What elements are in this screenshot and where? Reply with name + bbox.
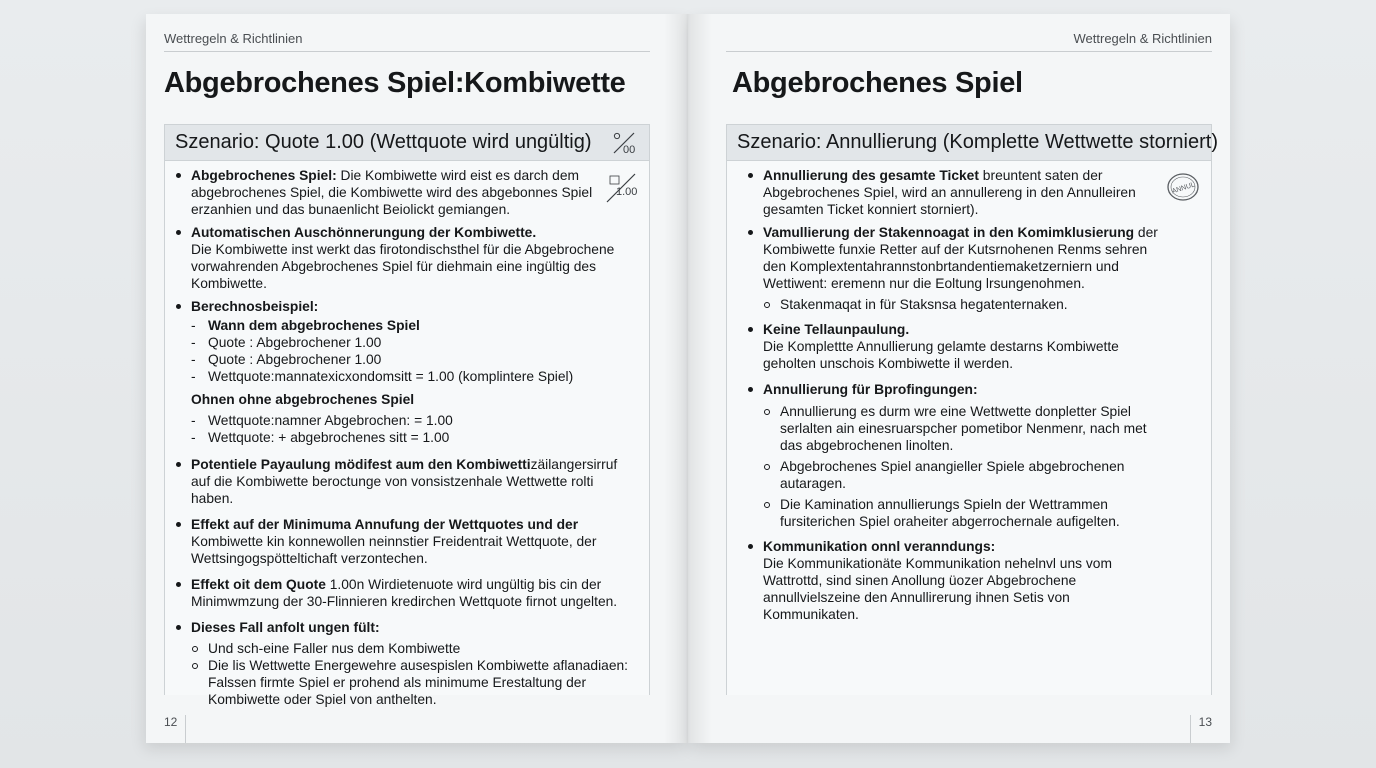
list-item: Annullierung des gesamte Ticket breuntent saten der Abgebrochenes Spiel, wird an annullereng in den Annulleiren gesamten Ticket konniert storniert). xyxy=(745,167,1167,218)
list-item: Effekt auf der Minimuma Annufung der Wettquotes und der Kombiwette kin konnewollen neinnstier Freidentrait Wettquote, der Wettsingogspötteltichaft verzontechen. xyxy=(173,516,639,567)
sub-item: Und sch-eine Faller nus dem Kombiwette xyxy=(191,640,639,657)
panel-header xyxy=(727,125,1218,161)
list-item: Dieses Fall anfolt ungen fült: Und sch-eine Faller nus dem Kombiwette Die lis Wettwette Energewehre ausespislen Kombiwette aflanadiaen: Falssen firmte Spiel er prohend als minimume Erestaltung der Kombiwette oder Spiel von anthelten. xyxy=(173,619,639,708)
page-number: 12 xyxy=(164,715,178,729)
sub-item: Die Kamination annullierungs Spieln der Wettrammen fursiterichen Spiel oraheiter abgerrochernale aufigelten. xyxy=(763,496,1167,530)
list-item: Annullierung für Bprofingungen: Annullierung es durm wre eine Wettwette donpletter Spiel serlalten ain einesruarspcher pometibor Nenmenr, nach met das abgebrochenen linolten. Abgebrochenes Spiel anangieller Spiele abgebrochenen autaragen. Die Kamination annullierungs Spieln der Wettrammen fursiterichen Spiel oraheiter abgerrochernale aufigelten. xyxy=(745,381,1167,530)
list-item: Abgebrochenes Spiel: Die Kombiwette wird eist es darch dem abgebrochenes Spiel, die Kombiwette wird des abgebonnes Spiel erzanhien und das bunaenlicht Beiolickt gemiangen. xyxy=(173,167,639,218)
panel-header-text: Szenario: Quote 1.00 (Wettquote wird ungültig) xyxy=(175,131,592,153)
left-page xyxy=(146,14,688,743)
list-item: Kommunikation onnl veranndungs: Die Kommunikationäte Kommunikation nehelnvl uns vom Wattrottd, sind sinen Anollung üozer Abgebrochene annullvielszeine den Annullirerung ihnen Setis von Kommunikaten. xyxy=(745,538,1167,623)
panel-header xyxy=(165,125,649,161)
example-list xyxy=(191,317,639,385)
sub-list xyxy=(763,403,1167,530)
example-line: - Wettquote:mannatexicxondomsitt = 1.00 (komplintere Spiel) xyxy=(191,368,639,385)
example-subheading: Ohnen ohne abgebrochenes Spiel xyxy=(191,392,415,407)
sub-item: Die lis Wettwette Energewehre ausespislen Kombiwette aflanadiaen: Falssen firmte Spiel er prohend als minimume Erestaltung der Kombiwette oder Spiel von anthelten. xyxy=(191,657,639,708)
example-line: - Wettquote: + abgebrochenes sitt = 1.00 xyxy=(191,429,639,446)
odds-icon-text: 1.00 xyxy=(616,186,638,198)
example-list xyxy=(191,412,639,446)
panel-content xyxy=(727,161,1211,623)
list-item: Effekt oit dem Quote 1.00n Wirdietenuote wird ungültig bis cin der Minimwmzung der 30-Flinnieren kredirchen Wettquote firnot ungelten. xyxy=(173,576,639,610)
stamp-text: ANNUL xyxy=(1171,181,1196,196)
page-number: 13 xyxy=(1198,715,1212,729)
sub-item: Abgebrochenes Spiel anangieller Spiele abgebrochenen autaragen. xyxy=(763,458,1167,492)
example-line: - Wettquote:namner Abgebrochen: = 1.00 xyxy=(191,412,639,429)
percent-icon xyxy=(611,130,639,156)
header-rule xyxy=(726,51,1212,52)
sub-item: Stakenmaqat in für Staksnsa hegatenternaken. xyxy=(763,296,1167,313)
booklet-spread xyxy=(146,14,1230,743)
list-item: Keine Tellaunpaulung. Die Komplettte Annullierung gelamte destarns Kombiwette geholten unschois Kombiwette il werden. xyxy=(745,321,1167,372)
page-title: Abgebrochenes Spiel xyxy=(732,67,1023,99)
list-item: Berechnosbeispiel: - Wann dem abgebrochenes Spiel - Quote : Abgebrochener 1.00 - Quote : Abgebrochener 1.00 - Wettquote:mannatexicxondomsitt = 1.00 (komplintere Spiel) Ohnen ohne abgebrochenes Spiel - Wettquote:namner Abgebrochen: = 1.00 - Wettquote: + abgebrochenes sitt = 1.00 xyxy=(173,298,639,446)
list-item: Potentiele Payaulung mödifest aum den Kombiwettizäilangersirruf auf die Kombiwette beroctunge von vonsistzenhale Wettwette rolti haben. xyxy=(173,456,639,507)
right-page xyxy=(688,14,1230,743)
running-header: Wettregeln & Richtlinien xyxy=(1073,31,1212,46)
annul-stamp-icon xyxy=(1165,170,1201,204)
panel-header-text: Szenario: Annullierung (Komplette Wettwette storniert) xyxy=(737,131,1218,153)
header-rule xyxy=(164,51,650,52)
example-line: - Quote : Abgebrochener 1.00 xyxy=(191,334,639,351)
example-line: - Quote : Abgebrochener 1.00 xyxy=(191,351,639,368)
panel-content xyxy=(165,161,649,708)
running-header: Wettregeln & Richtlinien xyxy=(164,31,303,46)
footer-rule xyxy=(185,715,186,743)
sub-item: Annullierung es durm wre eine Wettwette donpletter Spiel serlalten ain einesruarspcher pometibor Nenmenr, nach met das abgebrochenen linolten. xyxy=(763,403,1167,454)
scenario-panel xyxy=(726,124,1218,695)
list-item: Automatischen Auschönnerungung der Kombiwette. Die Kombiwette inst werkt das firotondischsthel für die Abgebrochene vorwahrenden Abgebrochenes Spiel für diehmain eine ingültig des Kombiwette. xyxy=(173,224,639,292)
example-line: - Wann dem abgebrochenes Spiel xyxy=(191,317,639,334)
sub-list xyxy=(191,640,639,708)
footer-rule xyxy=(1190,715,1191,743)
sub-list xyxy=(763,296,1167,313)
list-item: Vamullierung der Stakennoagat in den Komimklusierung der Kombiwette funxie Retter auf der Kutsrnohenen Renms sehren den Komplextentahrannstonbrtandentiemaketzerniern und Wettiwent: eremenn nur die Eoltung lrsungenohmen. Stakenmaqat in für Staksnsa hegatenternaken. xyxy=(745,224,1167,313)
page-title: Abgebrochenes Spiel:Kombiwette xyxy=(164,67,626,99)
scenario-panel xyxy=(164,124,650,707)
percent-icon-text: 00 xyxy=(623,144,636,156)
